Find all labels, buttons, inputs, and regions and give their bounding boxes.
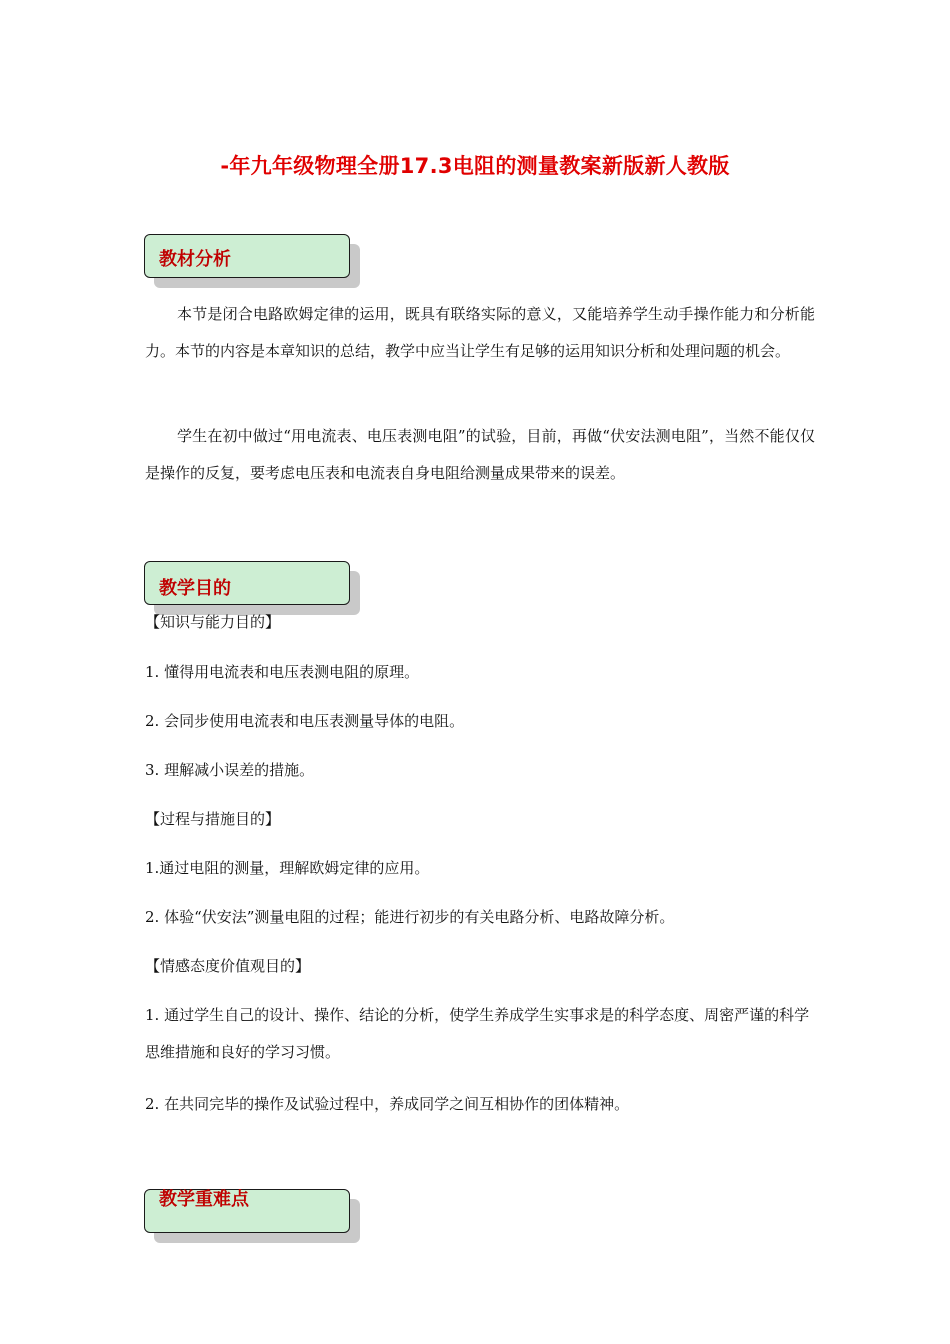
objective-group-label: 【过程与措施目的】 — [145, 810, 281, 828]
objective-item: 2. 体验“伏安法”测量电阻的过程；能进行初步的有关电路分析、电路故障分析。 — [145, 908, 675, 926]
section-heading-box — [144, 1189, 350, 1233]
objective-item: 1. 懂得用电流表和电压表测电阻的原理。 — [145, 663, 420, 681]
document-title: -年九年级物理全册17.3电阻的测量教案新版新人教版 — [220, 154, 730, 178]
objective-group-label: 【知识与能力目的】 — [145, 613, 281, 631]
objective-item: 2. 在共同完毕的操作及试验过程中，养成同学之间互相协作的团体精神。 — [145, 1095, 630, 1113]
section-heading: 教学目的 — [159, 578, 231, 599]
objective-item: 1.通过电阻的测量，理解欧姆定律的应用。 — [145, 859, 430, 877]
objective-item: 1. 通过学生自己的设计、操作、结论的分析，使学生养成学生实事求是的科学态度、周密严谨的科学思维措施和良好的学习习惯。 — [145, 1006, 810, 1061]
section-heading: 教学重难点 — [159, 1189, 249, 1210]
paragraph: 学生在初中做过“用电流表、电压表测电阻”的试验，目前，再做“伏安法测电阻”，当然不能仅仅是操作的反复，要考虑电压表和电流表自身电阻给测量成果带来的误差。 — [145, 427, 815, 482]
objective-item: 3. 理解减小误差的措施。 — [145, 761, 315, 779]
objective-item: 2. 会同步使用电流表和电压表测量导体的电阻。 — [145, 712, 465, 730]
objective-group-label: 【情感态度价值观目的】 — [145, 957, 311, 975]
section-heading: 教材分析 — [159, 249, 231, 270]
section-heading-box — [144, 561, 350, 605]
paragraph: 本节是闭合电路欧姆定律的运用，既具有联络实际的意义，又能培养学生动手操作能力和分析能力。本节的内容是本章知识的总结，教学中应当让学生有足够的运用知识分析和处理问题的机会。 — [145, 305, 815, 360]
section-heading-box — [144, 234, 350, 278]
